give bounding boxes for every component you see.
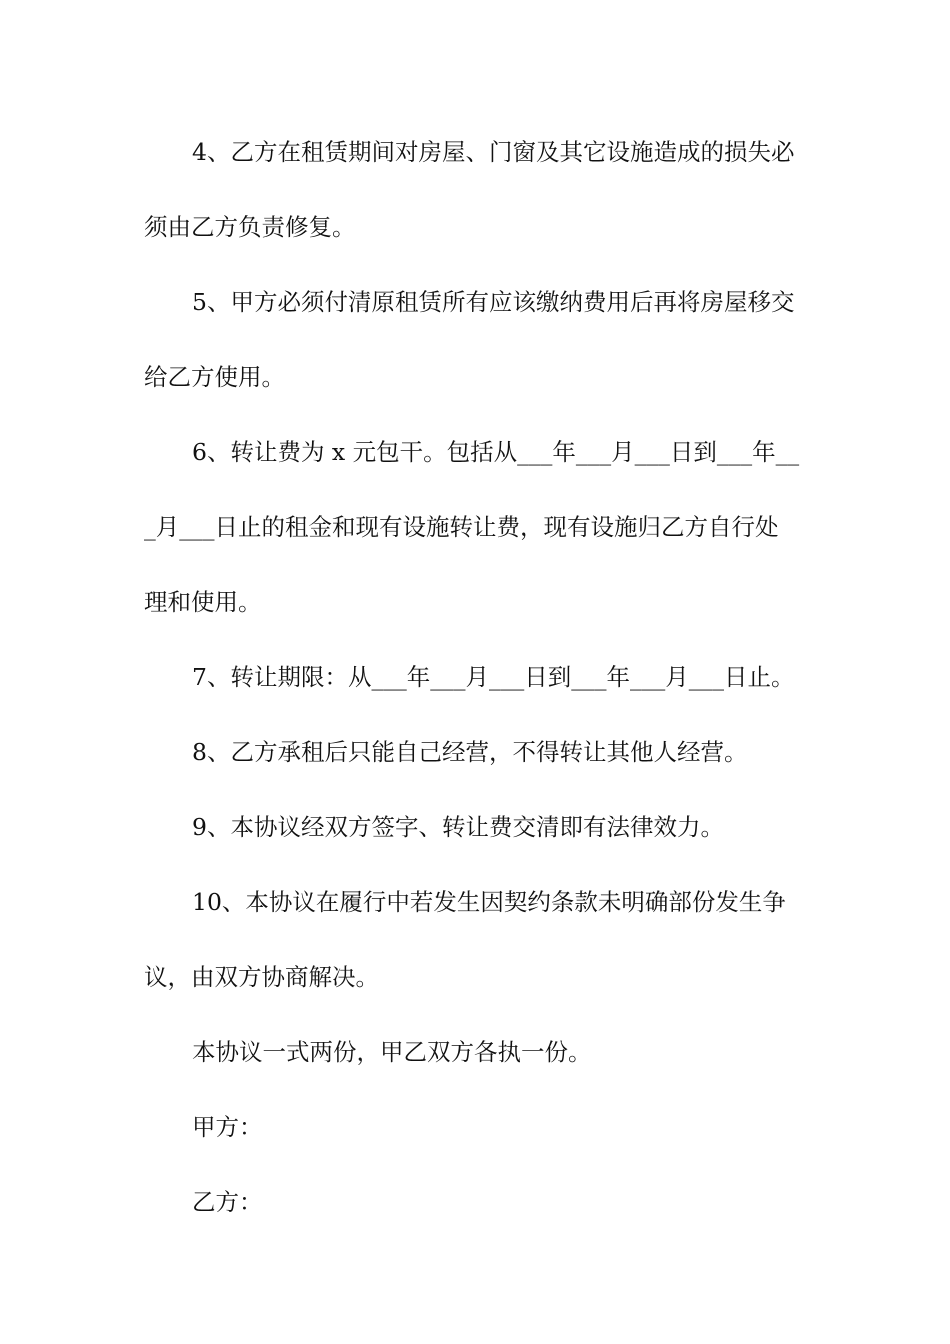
clause-5-line-1: 5、甲方必须付清原租赁所有应该缴纳费用后再将房屋移交 [192,288,795,316]
copies-statement: 本协议一式两份，甲乙双方各执一份。 [192,1038,592,1066]
clause-4-line-1: 4、乙方在租赁期间对房屋、门窗及其它设施造成的损失必 [192,138,795,166]
clause-5-line-2: 给乙方使用。 [144,363,285,391]
clause-6-line-1: 6、转让费为 x 元包干。包括从___年___月___日到___年__ [192,438,800,466]
clause-10-line-2: 议，由双方协商解决。 [144,963,379,991]
party-b-signature-label: 乙方： [192,1188,263,1216]
clause-10-line-1: 10、本协议在履行中若发生因契约条款未明确部份发生争 [192,888,786,916]
clause-8-line-1: 8、乙方承租后只能自己经营，不得转让其他人经营。 [192,738,748,766]
clause-6-line-2: _月___日止的租金和现有设施转让费，现有设施归乙方自行处 [144,513,779,541]
clause-6-line-3: 理和使用。 [144,588,262,616]
clause-4-line-2: 须由乙方负责修复。 [144,213,356,241]
party-a-signature-label: 甲方： [192,1113,263,1141]
clause-9-line-1: 9、本协议经双方签字、转让费交清即有法律效力。 [192,813,724,841]
clause-7-line-1: 7、转让期限：从___年___月___日到___年___月___日止。 [192,663,795,691]
